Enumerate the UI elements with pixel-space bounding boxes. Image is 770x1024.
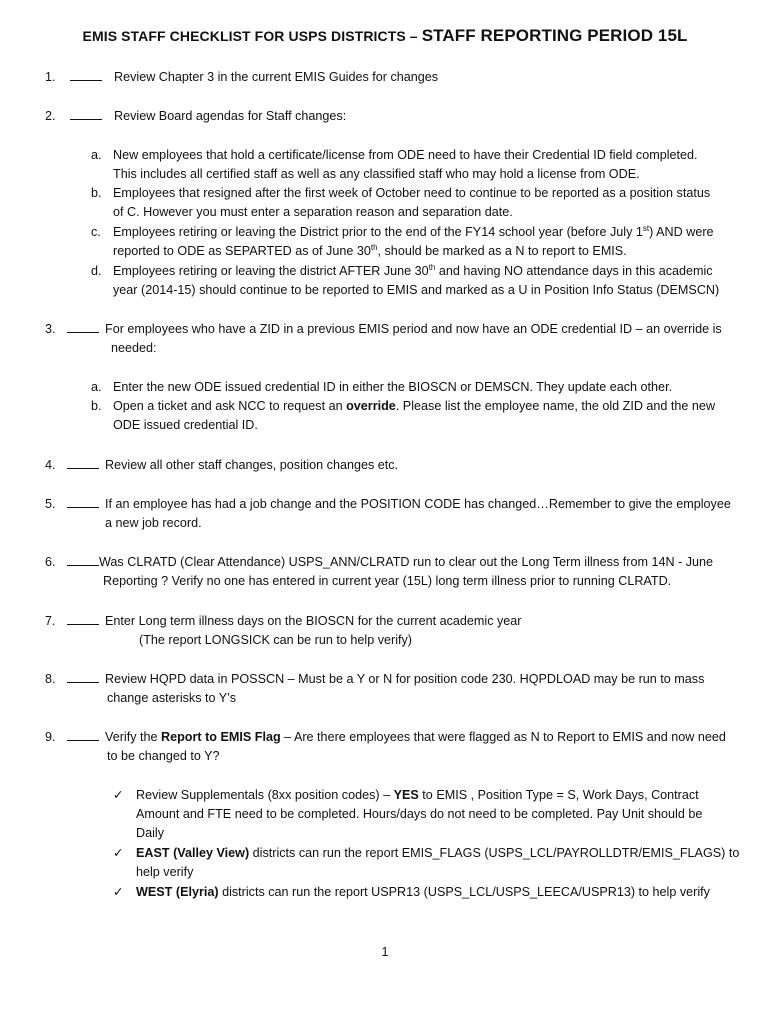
check-item-2-line-2: help verify bbox=[136, 865, 194, 879]
item-5 bbox=[67, 495, 731, 514]
item-1-number: 1. bbox=[45, 70, 56, 84]
item-5-line-2: a new job record. bbox=[105, 516, 202, 530]
item-3b-line-2: ODE issued credential ID. bbox=[113, 418, 258, 432]
item-2d-line-1-a: Employees retiring or leaving the district AFTER June 30 bbox=[113, 264, 429, 278]
item-2c-marker: c. bbox=[91, 225, 101, 239]
item-9-line-1-b: – Are there employees that were flagged as N to Report to EMIS and now need bbox=[280, 730, 726, 744]
item-2d-marker: d. bbox=[91, 264, 102, 278]
item-8-number: 8. bbox=[45, 672, 56, 686]
item-3b-line-1 bbox=[113, 397, 715, 416]
item-3-line-2: needed: bbox=[111, 341, 157, 355]
item-7 bbox=[67, 612, 522, 631]
item-9 bbox=[67, 728, 726, 747]
check-item-1-text-b: to EMIS , Position Type = S, Work Days, Contract bbox=[418, 788, 699, 802]
check-item-3-bold: WEST (Elyria) bbox=[136, 885, 219, 899]
page-title bbox=[0, 26, 770, 46]
check-item-2-text: districts can run the report EMIS_FLAGS (USPS_LCL/PAYROLLDTR/EMIS_FLAGS) to bbox=[249, 846, 740, 860]
checkbox-blank[interactable] bbox=[67, 553, 99, 566]
superscript: th bbox=[370, 242, 378, 252]
checkbox-blank[interactable] bbox=[67, 320, 99, 333]
item-9-line-2: to be changed to Y? bbox=[107, 749, 220, 763]
item-9-line-1-a: Verify the bbox=[105, 730, 162, 744]
item-2c-line-2-b: , should be marked as a N to report to EMIS. bbox=[377, 244, 627, 258]
page-number: 1 bbox=[381, 945, 389, 959]
item-3-number: 3. bbox=[45, 322, 56, 336]
check-item-2-bold: EAST (Valley View) bbox=[136, 846, 250, 860]
item-9-number: 9. bbox=[45, 730, 56, 744]
checkbox-blank[interactable] bbox=[70, 68, 102, 81]
item-2d-line-2: year (2014-15) should continue to be reported to EMIS and marked as a U in Position Info Status (DEMSCN) bbox=[113, 283, 720, 297]
item-6-number: 6. bbox=[45, 555, 56, 569]
item-2-number: 2. bbox=[45, 109, 56, 123]
item-2c-line-1-b: ) AND were bbox=[649, 225, 714, 239]
item-3a-marker: a. bbox=[91, 380, 102, 394]
item-3a-line-1: Enter the new ODE issued credential ID in either the BIOSCN or DEMSCN. They update each other. bbox=[113, 380, 673, 394]
item-4 bbox=[67, 456, 398, 475]
item-3b-line-1-a: Open a ticket and ask NCC to request an bbox=[113, 399, 347, 413]
title-main: EMIS STAFF CHECKLIST FOR USPS DISTRICTS – bbox=[82, 28, 422, 44]
checkbox-blank[interactable] bbox=[67, 670, 99, 683]
item-4-text: Review all other staff changes, position changes etc. bbox=[105, 458, 399, 472]
item-1 bbox=[70, 68, 438, 87]
item-2d-line-1 bbox=[113, 262, 713, 281]
item-8-line-2: change asterisks to Y’s bbox=[107, 691, 237, 705]
item-2a-marker: a. bbox=[91, 148, 102, 162]
item-2c-line-1 bbox=[113, 223, 714, 242]
title-period: STAFF REPORTING PERIOD 15L bbox=[421, 26, 688, 45]
item-9-bold: Report to EMIS Flag bbox=[161, 730, 281, 744]
checkbox-blank[interactable] bbox=[67, 612, 99, 625]
item-7-line-1: Enter Long term illness days on the BIOSCN for the current academic year bbox=[105, 614, 522, 628]
item-2c-line-2-a: reported to ODE as SEPARTED as of June 30 bbox=[113, 244, 371, 258]
item-3b-line-1-b: . Please list the employee name, the old ZID and the new bbox=[395, 399, 716, 413]
item-3-line-1: For employees who have a ZID in a previous EMIS period and now have an ODE credential ID – an override is bbox=[105, 322, 722, 336]
checkmark-icon: ✓ bbox=[113, 846, 124, 860]
item-7-line-2: (The report LONGSICK can be run to help verify) bbox=[139, 633, 412, 647]
superscript: st bbox=[642, 223, 650, 233]
item-7-number: 7. bbox=[45, 614, 56, 628]
item-2c-line-1-a: Employees retiring or leaving the District prior to the end of the FY14 school year (before July 1 bbox=[113, 225, 643, 239]
item-2b-marker: b. bbox=[91, 186, 102, 200]
item-2b-line-1: Employees that resigned after the first week of October need to continue to be reported as a position status bbox=[113, 186, 711, 200]
item-2a-line-2: This includes all certified staff as well as any classified staff who may hold a license from ODE. bbox=[113, 167, 640, 181]
checkbox-blank[interactable] bbox=[67, 495, 99, 508]
item-6 bbox=[67, 553, 713, 572]
item-2 bbox=[70, 107, 346, 126]
superscript: th bbox=[428, 262, 436, 272]
check-item-1-line-2: Amount and FTE need to be completed. Hours/days do not need to be completed. Pay Unit should be bbox=[136, 807, 703, 821]
item-5-line-1: If an employee has had a job change and the POSITION CODE has changed…Remember to give the employee bbox=[105, 497, 731, 511]
checkbox-blank[interactable] bbox=[70, 107, 102, 120]
check-item-3-line-1 bbox=[113, 883, 710, 902]
item-2-text: Review Board agendas for Staff changes: bbox=[114, 109, 347, 123]
check-item-2-line-1 bbox=[113, 844, 739, 863]
item-3b-bold: override bbox=[346, 399, 396, 413]
checkbox-blank[interactable] bbox=[67, 728, 99, 741]
check-item-1-bold: YES bbox=[393, 788, 419, 802]
item-6-line-1: Was CLRATD (Clear Attendance) USPS_ANN/CLRATD run to clear out the Long Term illness from 14N - June bbox=[99, 555, 714, 569]
item-4-number: 4. bbox=[45, 458, 56, 472]
check-item-1-line-1 bbox=[113, 786, 699, 805]
checkmark-icon: ✓ bbox=[113, 788, 124, 802]
checkmark-icon: ✓ bbox=[113, 885, 124, 899]
item-6-line-2: Reporting ? Verify no one has entered in current year (15L) long term illness prior to running CLRATD. bbox=[103, 574, 672, 588]
check-item-1-line-3: Daily bbox=[136, 826, 164, 840]
checkbox-blank[interactable] bbox=[67, 456, 99, 469]
item-3 bbox=[67, 320, 722, 339]
check-item-3-text: districts can run the report USPR13 (USPS_LCL/USPS_LEECA/USPR13) to help verify bbox=[218, 885, 710, 899]
item-8 bbox=[67, 670, 704, 689]
item-2a-line-1: New employees that hold a certificate/license from ODE need to have their Credential ID field completed. bbox=[113, 148, 698, 162]
item-3b-marker: b. bbox=[91, 399, 102, 413]
item-5-number: 5. bbox=[45, 497, 56, 511]
item-1-text: Review Chapter 3 in the current EMIS Guides for changes bbox=[114, 70, 439, 84]
check-item-1-text-a: Review Supplementals (8xx position codes) – bbox=[136, 788, 394, 802]
item-2c-line-2 bbox=[113, 242, 627, 261]
item-8-line-1: Review HQPD data in POSSCN – Must be a Y or N for position code 230. HQPDLOAD may be run to mass bbox=[105, 672, 705, 686]
item-2d-line-1-b: and having NO attendance days in this academic bbox=[435, 264, 713, 278]
item-2b-line-2: of C. However you must enter a separation reason and separation date. bbox=[113, 205, 513, 219]
